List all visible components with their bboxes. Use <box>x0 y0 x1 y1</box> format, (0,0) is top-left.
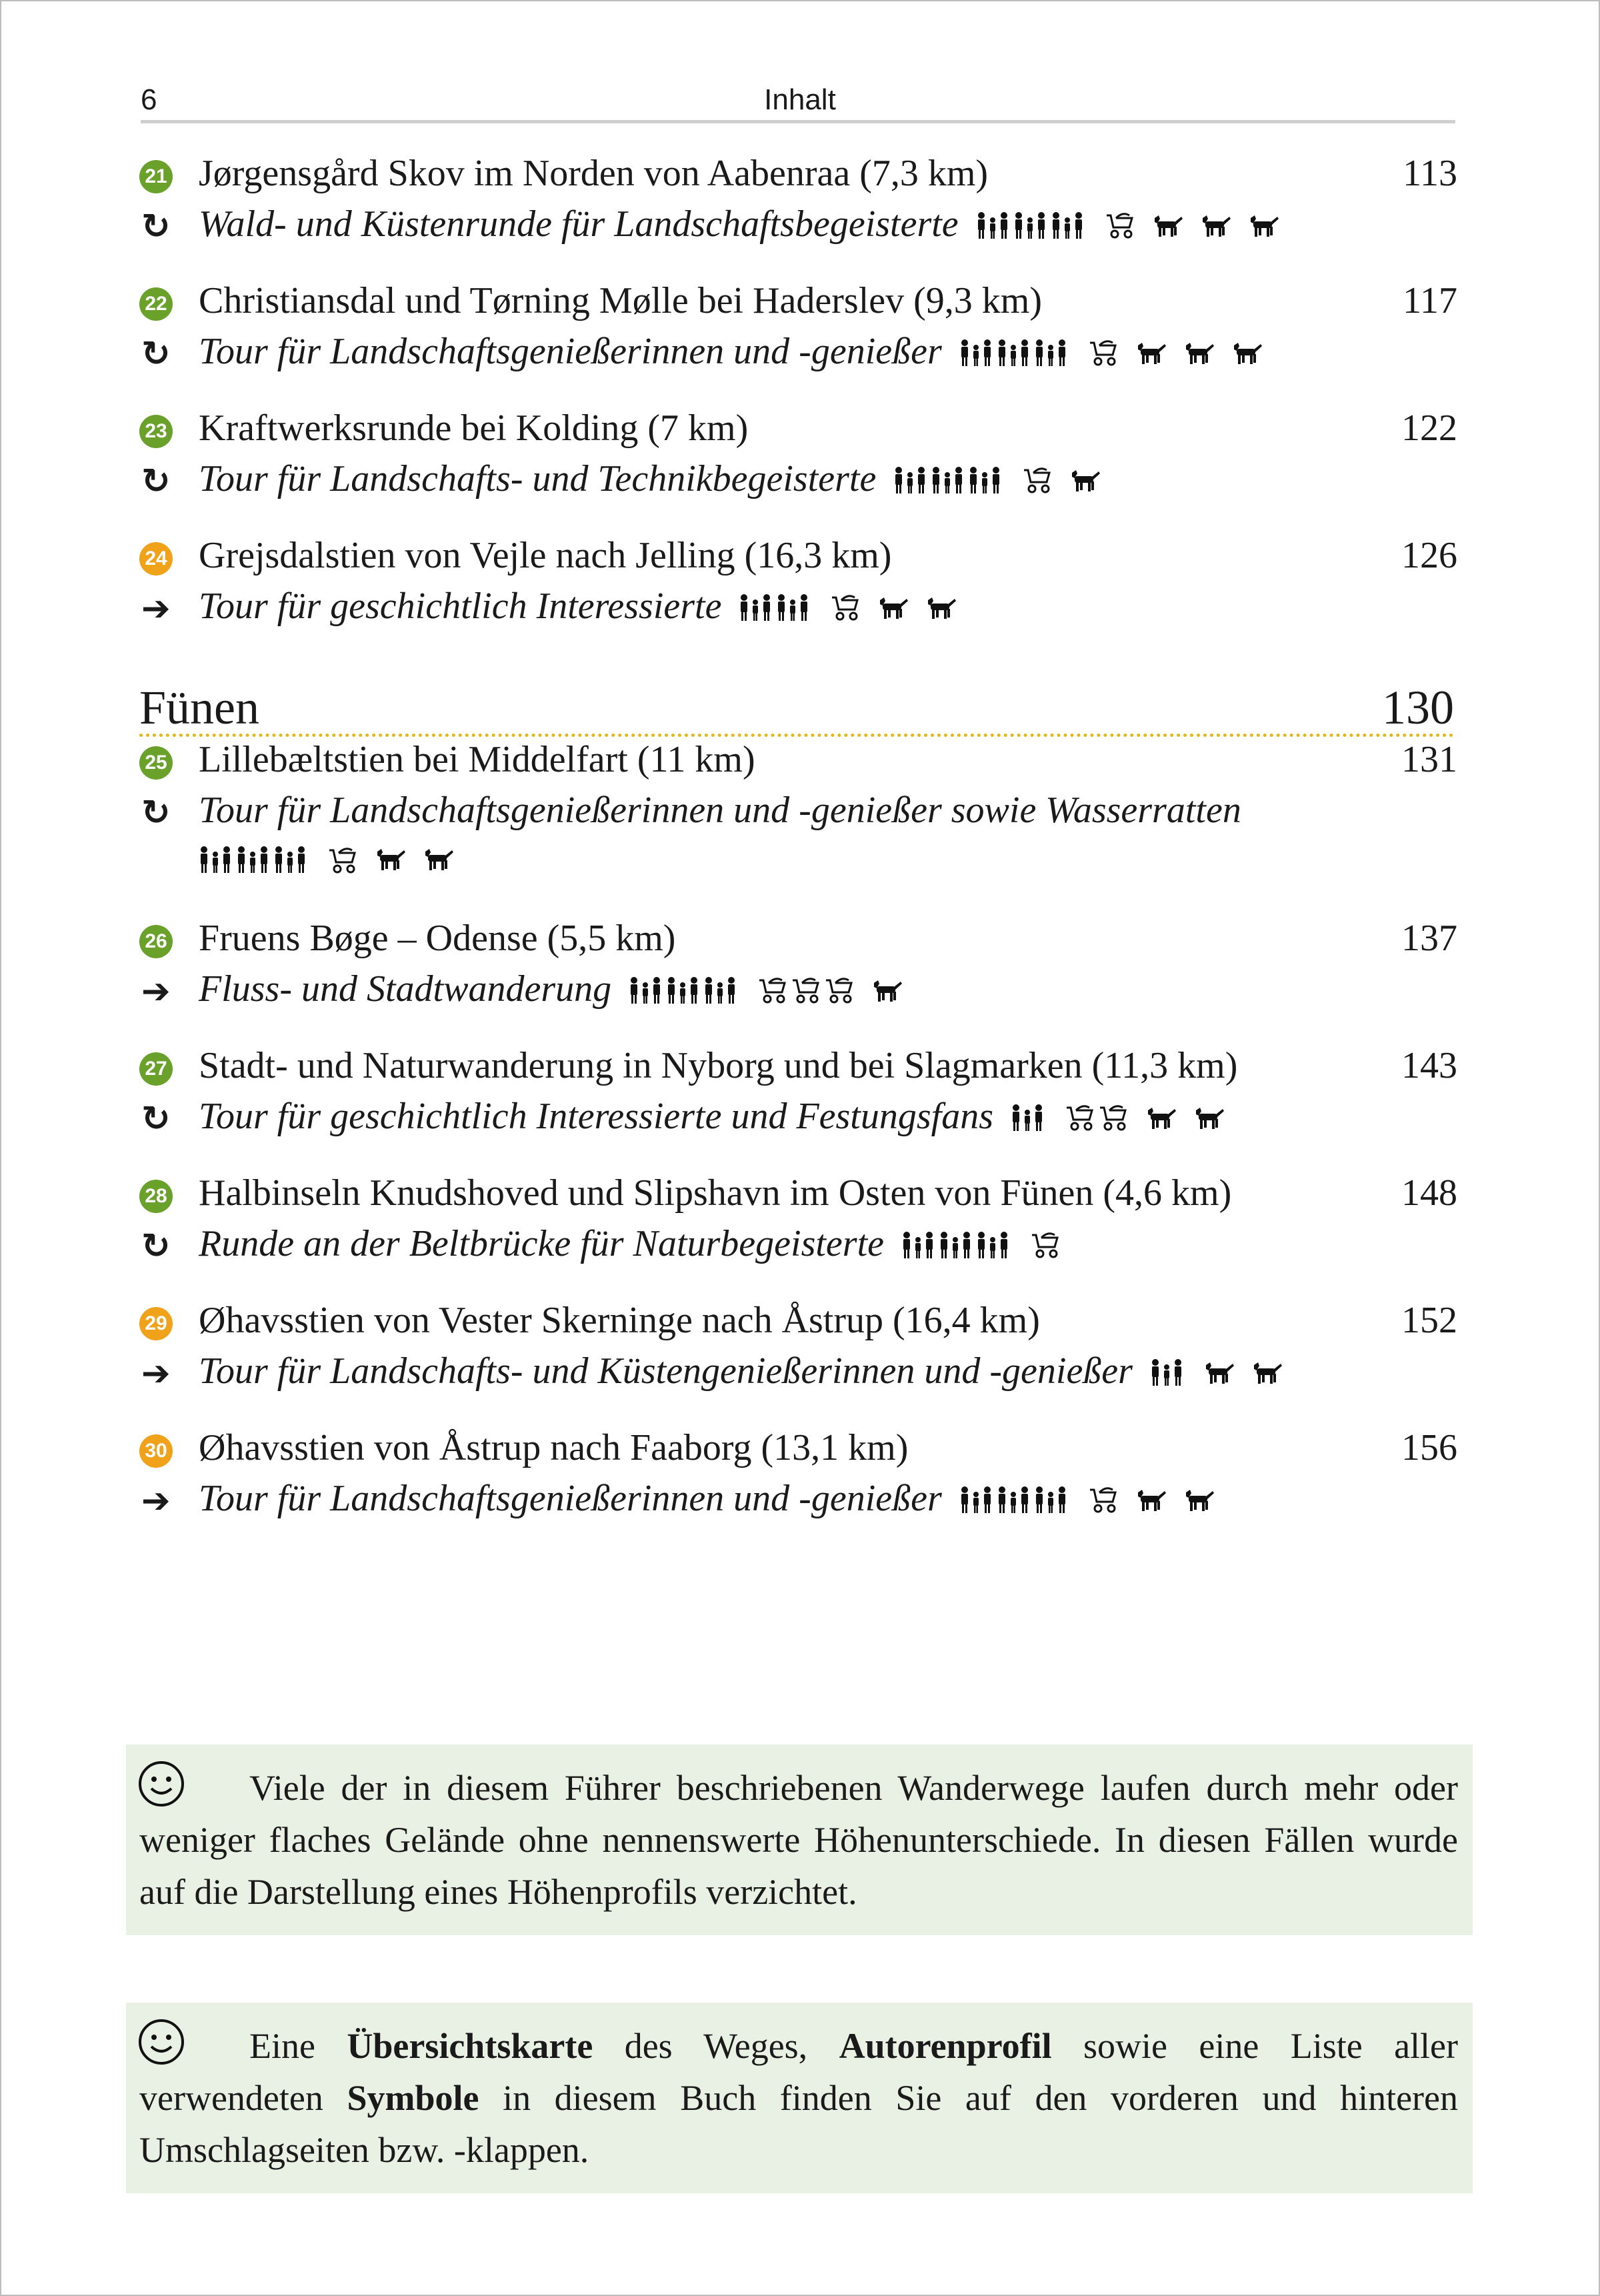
note-bold-term: Autorenprofil <box>839 2026 1052 2066</box>
dog-icon <box>373 846 407 873</box>
family-icon-group <box>893 461 1005 503</box>
one-way-route-icon: ➔ <box>141 589 171 629</box>
dog-icon <box>1134 340 1167 367</box>
stroller-icon <box>1096 1102 1128 1132</box>
note-text-part: des Weges, <box>593 2026 839 2066</box>
toc-entry[interactable] <box>137 738 1457 893</box>
tour-title: Stadt- und Naturwanderung in Nyborg und bei Slagmarken (11,3 km) <box>199 1045 1238 1086</box>
family-icon <box>776 594 809 622</box>
toc-entry[interactable] <box>137 152 1457 255</box>
toc-entry-title-row <box>137 1172 1457 1222</box>
toc-entry-title-row <box>137 407 1457 457</box>
toc-entry-title-row <box>137 917 1457 968</box>
family-icon <box>931 466 964 494</box>
tour-page-number: 113 <box>1403 153 1457 194</box>
family-icon-group <box>629 971 741 1014</box>
tour-description-text: Fluss- und Stadtwanderung <box>199 968 612 1010</box>
tour-number-badge: 21 <box>139 160 173 193</box>
toc-entry-desc-row <box>137 203 1457 255</box>
tour-description-text: Tour für Landschaftsgenießerinnen und -genießer <box>199 331 942 372</box>
note-text <box>139 2020 1458 2176</box>
stroller-icon-group <box>1103 206 1136 249</box>
dog-icon <box>876 595 909 622</box>
tour-description-text: Tour für Landschaftsgenießerinnen und -genießer sowie Wasserratten <box>199 790 1241 831</box>
toc-entry[interactable] <box>137 917 1457 1020</box>
family-icon <box>997 339 1030 367</box>
toc-entry-title-row <box>137 1044 1457 1095</box>
toc-entry-desc-row <box>137 968 1457 1020</box>
family-icon <box>199 846 232 874</box>
dog-icon <box>1192 1105 1225 1132</box>
loop-route-icon: ↻ <box>141 334 171 374</box>
family-icon <box>1034 339 1067 367</box>
tour-title: Grejsdalstien von Vejle nach Jelling (16,3 km) <box>199 535 892 576</box>
toc-entry-title-row <box>137 534 1457 585</box>
info-note-symbols <box>126 2003 1473 2193</box>
family-icon <box>1013 211 1047 239</box>
info-note-elevation <box>126 1745 1473 1935</box>
stroller-icon <box>1020 465 1052 494</box>
tour-description-text: Tour für Landschafts- und Küstengenießerinnen und -genießer <box>199 1350 1133 1392</box>
dog-icon <box>1068 467 1101 494</box>
tour-description <box>199 1477 1230 1523</box>
section-page-number: 130 <box>1382 681 1454 734</box>
stroller-icon-group <box>325 845 359 877</box>
toc-entry-title-row <box>137 1426 1457 1477</box>
dog-icon <box>924 595 957 622</box>
tour-description <box>199 1222 1061 1268</box>
stroller-icon-group <box>1063 1098 1129 1141</box>
tour-description-text: Tour für geschichtlich Interessierte und Festungsfans <box>199 1096 993 1137</box>
dog-icon-group <box>1202 1353 1298 1396</box>
section-heading <box>139 680 1454 737</box>
note-text-part: Eine <box>249 2026 347 2066</box>
tour-description <box>199 1350 1298 1396</box>
toc-entry-desc-row <box>137 1350 1457 1402</box>
family-icon <box>236 846 269 874</box>
family-icon <box>1150 1358 1183 1386</box>
family-icon-group <box>1150 1353 1187 1396</box>
toc-entry-title-row <box>137 279 1457 330</box>
dog-icon <box>870 978 903 1004</box>
tour-description <box>199 585 972 631</box>
loop-route-icon: ↻ <box>141 1226 171 1266</box>
toc-entry-desc-row <box>137 457 1457 509</box>
family-icon-group <box>901 1226 1013 1268</box>
stroller-icon <box>325 845 357 874</box>
dog-icon <box>1182 340 1215 367</box>
one-way-route-icon: ➔ <box>141 1481 171 1521</box>
tour-number-badge: 27 <box>139 1052 173 1086</box>
stroller-icon-group <box>755 971 855 1014</box>
family-icon-group <box>739 588 813 631</box>
tour-page-number: 117 <box>1403 280 1457 321</box>
dog-icon <box>1144 1105 1177 1132</box>
stroller-icon-group <box>828 588 861 631</box>
dog-icon-group <box>1134 1480 1230 1523</box>
tour-number-badge: 30 <box>139 1434 173 1468</box>
family-icon <box>901 1231 935 1259</box>
dog-icon <box>1247 213 1280 239</box>
stroller-icon <box>1086 1484 1118 1514</box>
family-icon <box>666 976 699 1004</box>
dog-icon-group <box>1151 206 1295 249</box>
loop-route-icon: ↻ <box>141 793 171 833</box>
tour-description-text: Tour für geschichtlich Interessierte <box>199 586 722 627</box>
family-icon <box>273 846 307 874</box>
dog-icon-group <box>870 971 918 1014</box>
stroller-icon <box>1028 1230 1060 1259</box>
family-icon <box>629 976 662 1004</box>
stroller-icon <box>1086 337 1118 367</box>
tour-title: Kraftwerksrunde bei Kolding (7 km) <box>199 407 749 449</box>
toc-entry-desc-row <box>137 1095 1457 1147</box>
note-text-part: sowie eine Liste aller verwendeten <box>139 2026 1458 2118</box>
toc-entry[interactable] <box>137 1172 1457 1274</box>
tour-page-number: 152 <box>1401 1300 1457 1341</box>
family-icon <box>893 466 927 494</box>
family-icon <box>1051 211 1084 239</box>
dog-icon <box>1134 1487 1167 1514</box>
family-icon <box>939 1231 972 1259</box>
stroller-icon <box>1103 210 1135 239</box>
tour-title: Christiansdal und Tørning Mølle bei Haderslev (9,3 km) <box>199 280 1042 321</box>
header-rule <box>141 120 1455 123</box>
tour-description-text: Tour für Landschafts- und Technikbegeisterte <box>199 458 877 499</box>
dog-icon <box>1151 213 1184 239</box>
toc-entry-symbol-row <box>137 841 1457 893</box>
stroller-icon-group <box>1020 461 1053 503</box>
dog-icon-group <box>373 846 469 876</box>
family-icon <box>1034 1486 1067 1514</box>
tour-page-number: 137 <box>1401 918 1457 959</box>
one-way-route-icon: ➔ <box>141 972 171 1012</box>
tour-page-number: 122 <box>1401 407 1457 449</box>
tour-number-badge: 23 <box>139 415 173 448</box>
tour-number-badge: 24 <box>139 542 173 576</box>
note-text: Viele der in diesem Führer beschriebenen Wanderwege laufen durch mehr oder weniger flaches Gelände ohne nennenswerte Höhenunterschiede. In diesen Fällen wurde auf die Darstellung eines Höhenprofils verzichtet. <box>139 1768 1458 1912</box>
loop-route-icon: ↻ <box>141 207 171 247</box>
tour-description-text: Wald- und Küstenrunde für Landschaftsbegeisterte <box>199 203 959 245</box>
dog-icon <box>1230 340 1263 367</box>
stroller-icon <box>789 975 821 1004</box>
tour-title: Øhavsstien von Åstrup nach Faaborg (13,1 km) <box>199 1427 909 1468</box>
page-title: Inhalt <box>764 83 836 116</box>
tour-title: Lillebæltstien bei Middelfart (11 km) <box>199 739 755 780</box>
page-number: 6 <box>141 83 157 116</box>
dog-icon-group <box>1134 333 1278 376</box>
family-icon-group <box>1011 1098 1048 1141</box>
toc-entry-desc-row <box>137 1222 1457 1274</box>
family-icon <box>976 211 1009 239</box>
stroller-icon <box>822 975 854 1004</box>
section-title: Fünen <box>139 681 259 734</box>
loop-route-icon: ↻ <box>141 461 171 501</box>
tour-title: Halbinseln Knudshoved und Slipshavn im Osten von Fünen (4,6 km) <box>199 1172 1232 1214</box>
note-text-part: in diesem Buch finden Sie auf den vorderen und hinteren Umschlagseiten bzw. -klappen. <box>139 2078 1458 2170</box>
toc-entry-title-row <box>137 738 1457 789</box>
family-icon <box>703 976 737 1004</box>
loop-route-icon: ↻ <box>141 1099 171 1139</box>
toc-entry-desc-row <box>137 585 1457 637</box>
toc-entry[interactable] <box>137 279 1457 382</box>
tour-title: Fruens Bøge – Odense (5,5 km) <box>199 918 676 959</box>
stroller-icon <box>755 975 787 1004</box>
tour-page-number: 148 <box>1401 1172 1457 1214</box>
toc-entry[interactable] <box>137 407 1457 509</box>
tour-description <box>199 203 1295 249</box>
toc-entry-title-row <box>137 1299 1457 1350</box>
family-icon <box>959 339 993 367</box>
tour-description <box>199 457 1116 503</box>
tour-title: Jørgensgård Skov im Norden von Aabenraa (7,3 km) <box>199 153 989 194</box>
one-way-route-icon: ➔ <box>141 1354 171 1394</box>
tour-description-text: Runde an der Beltbrücke für Naturbegeisterte <box>199 1223 884 1264</box>
tour-description <box>199 1095 1240 1141</box>
toc-entry-desc-row <box>137 789 1457 841</box>
toc-entry[interactable] <box>137 1299 1457 1402</box>
tour-title: Øhavsstien von Vester Skerninge nach Åstrup (16,4 km) <box>199 1300 1040 1341</box>
dog-icon <box>1182 1487 1215 1514</box>
dog-icon <box>1250 1360 1283 1386</box>
dog-icon <box>421 846 455 873</box>
family-icon-group <box>199 846 311 876</box>
dog-icon-group <box>1144 1098 1240 1141</box>
toc-entry[interactable] <box>137 1426 1457 1529</box>
tour-number-badge: 26 <box>139 925 173 958</box>
stroller-icon <box>828 592 860 622</box>
family-icon <box>997 1486 1030 1514</box>
family-icon-group <box>959 333 1071 376</box>
tour-page-number: 143 <box>1401 1045 1457 1086</box>
tour-description <box>199 330 1278 376</box>
stroller-icon-group <box>1086 1480 1119 1523</box>
family-icon <box>959 1486 993 1514</box>
dog-icon-group <box>1068 461 1116 503</box>
tour-number-badge: 22 <box>139 287 173 321</box>
family-icon <box>976 1231 1009 1259</box>
note-bold-term: Symbole <box>347 2078 479 2118</box>
toc-entry[interactable] <box>137 534 1457 637</box>
tour-number-badge: 29 <box>139 1307 173 1340</box>
family-icon <box>968 466 1001 494</box>
dog-icon <box>1202 1360 1235 1386</box>
dog-icon <box>1199 213 1232 239</box>
tour-number-badge: 28 <box>139 1180 173 1213</box>
family-icon-group <box>959 1480 1071 1523</box>
note-bold-term: Übersichtskarte <box>347 2026 593 2066</box>
stroller-icon <box>1063 1102 1095 1132</box>
tour-description <box>199 789 1241 832</box>
tour-number-badge: 25 <box>139 746 173 780</box>
toc-entry-desc-row <box>137 1477 1457 1529</box>
stroller-icon-group <box>1028 1226 1061 1268</box>
tour-description-text: Tour für Landschaftsgenießerinnen und -genießer <box>199 1478 942 1519</box>
tour-page-number: 126 <box>1401 535 1457 576</box>
stroller-icon-group <box>1086 333 1119 376</box>
tour-page-number: 131 <box>1401 739 1457 780</box>
family-icon-group <box>976 206 1088 249</box>
toc-entry-desc-row <box>137 330 1457 382</box>
family-icon <box>739 594 772 622</box>
family-icon <box>1011 1104 1044 1132</box>
toc-entry[interactable] <box>137 1044 1457 1147</box>
toc-entry-title-row <box>137 152 1457 203</box>
tour-description <box>199 968 918 1014</box>
dog-icon-group <box>876 588 972 631</box>
tour-page-number: 156 <box>1401 1427 1457 1468</box>
